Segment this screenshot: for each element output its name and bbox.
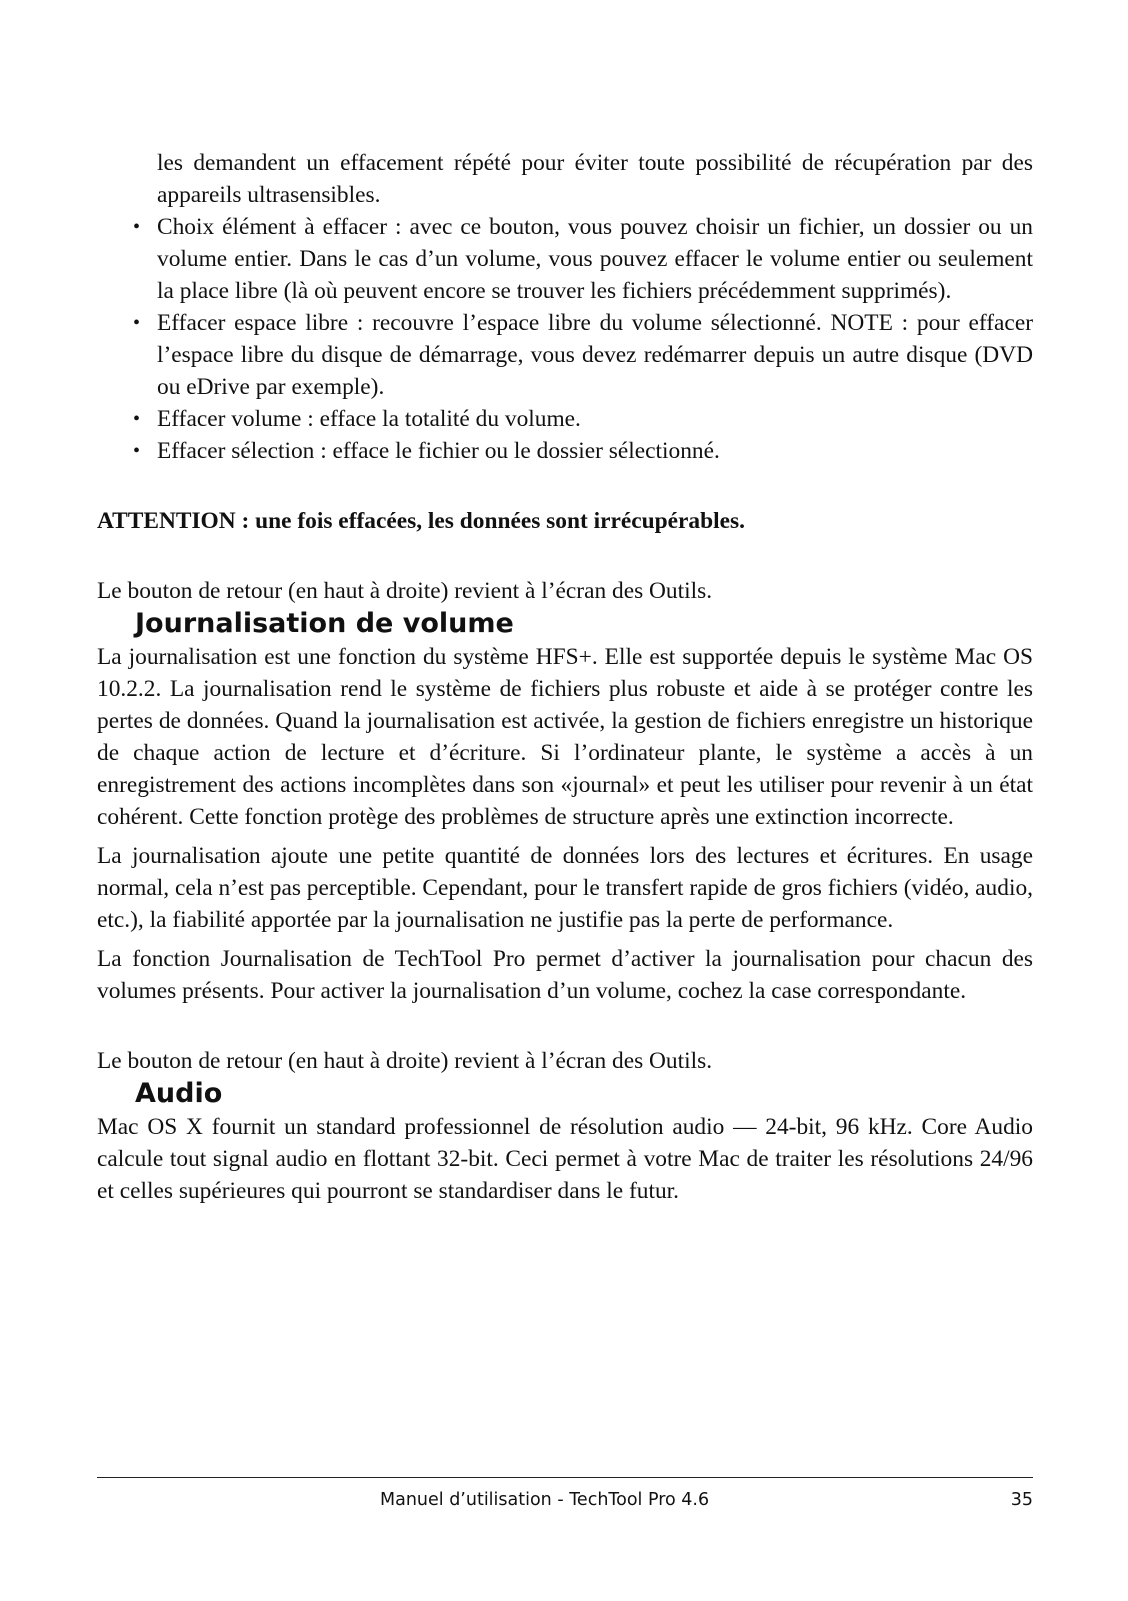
attention-warning: ATTENTION : une fois effacées, les données sont irrécupérables. <box>97 508 745 534</box>
section-heading-audio: Audio <box>135 1078 223 1109</box>
bullet-marker: • <box>133 408 141 430</box>
page-body <box>97 147 1033 1207</box>
continued-bullet-text: les demandent un effacement répété pour éviter toute possibilité de récupération par des appareils ultrasensibles. <box>157 150 1033 208</box>
audio-paragraph-1: Mac OS X fournit un standard professionnel de résolution audio — 24-bit, 96 kHz. Core Audio calcule tout signal audio en flottant 32-bit. Ceci permet à votre Mac de traiter les résolutions 24/96 et celles supérieures qui pourront se standardiser dans le futur. <box>97 1114 1033 1204</box>
bullet-text: Effacer sélection : efface le fichier ou le dossier sélectionné. <box>157 438 720 464</box>
bullet-marker: • <box>133 216 141 238</box>
bullet-text: Effacer volume : efface la totalité du volume. <box>157 406 581 432</box>
erase-options-list <box>97 211 1033 467</box>
bullet-marker: • <box>133 440 141 462</box>
journal-paragraph-2: La journalisation ajoute une petite quantité de données lors des lectures et écritures. En usage normal, cela n’est pas perceptible. Cependant, pour le transfert rapide de gros fichiers (vidéo, audio, etc.), la fiabilité apportée par la journalisation ne justifie pas la perte de performance. <box>97 843 1033 933</box>
page-number: 35 <box>1010 1490 1033 1510</box>
journal-paragraph-1: La journalisation est une fonction du système HFS+. Elle est supportée depuis le système Mac OS 10.2.2. La journalisation rend le système de fichiers plus robuste et aide à se protéger contre les pertes de données. Quand la journalisation est activée, la gestion de fichiers enregistre un historique de chaque action de lecture et d’écriture. Si l’ordinateur plante, le système a accès à un enregistrement des actions incomplètes dans son «journal» et peut les utiliser pour revenir à un état cohérent. Cette fonction protège des problèmes de structure après une extinction incorrecte. <box>97 644 1033 830</box>
list-item <box>97 403 1033 435</box>
bullet-text: Choix élément à effacer : avec ce bouton, vous pouvez choisir un fichier, un dossier ou un volume entier. Dans le cas d’un volume, vous pouvez effacer le volume entier ou seulement la place libre (là où peuvent encore se trouver les fichiers précédemment supprimés). <box>157 214 1033 304</box>
list-item <box>97 307 1033 403</box>
bullet-marker: • <box>133 312 141 334</box>
journal-paragraph-3: La fonction Journalisation de TechTool Pro permet d’activer la journalisation pour chacun des volumes présents. Pour activer la journalisation d’un volume, cochez la case correspondante. <box>97 946 1033 1004</box>
return-button-note: Le bouton de retour (en haut à droite) revient à l’écran des Outils. <box>97 1048 713 1074</box>
return-button-note: Le bouton de retour (en haut à droite) revient à l’écran des Outils. <box>97 578 713 604</box>
list-item <box>97 435 1033 467</box>
footer-divider <box>97 1477 1033 1478</box>
bullet-text: Effacer espace libre : recouvre l’espace libre du volume sélectionné. NOTE : pour effacer l’espace libre du disque de démarrage, vous devez redémarrer depuis un autre disque (DVD ou eDrive par exemple). <box>157 310 1033 400</box>
section-heading-journalisation: Journalisation de volume <box>135 608 514 639</box>
footer-title: Manuel d’utilisation - TechTool Pro 4.6 <box>380 1490 710 1510</box>
list-item <box>97 211 1033 307</box>
